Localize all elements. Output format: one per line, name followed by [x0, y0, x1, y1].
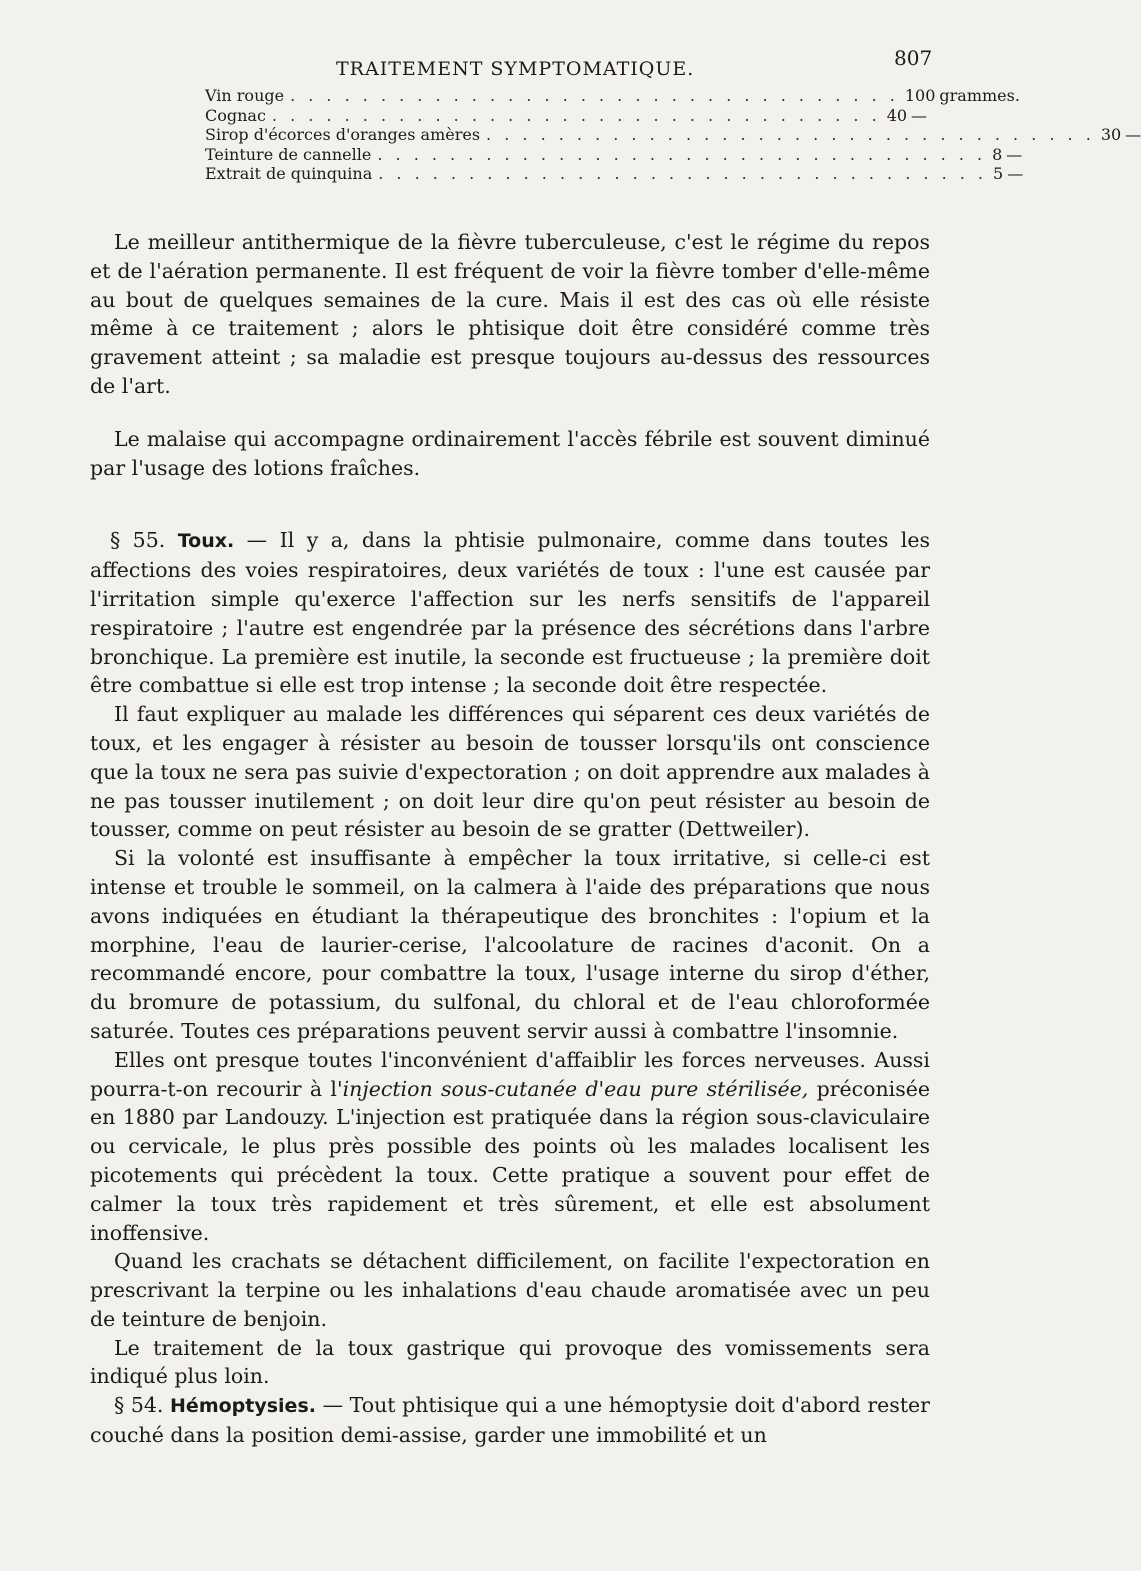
- ingredient-name: Sirop d'écorces d'oranges amères: [205, 125, 481, 145]
- ingredient-name: Cognac: [205, 105, 266, 125]
- section-text: — Tout phtisique qui a une hémoptysie doit d'abord rester couché dans la position demi-assise, garder une immobilité et un: [90, 1393, 930, 1448]
- prescription-row: [205, 164, 1024, 184]
- paragraph-text: préconisée en 1880 par Landouzy. L'injection est pratiquée dans la région sous-claviculaire ou cervicale, le plus près possible des points où les malades localisent les picotements qui précèdent la toux. Cette pratique a souvent pour effet de calmer la toux très rapidement et très sûrement, et elle est absolument inoffensive.: [90, 1076, 930, 1245]
- leader-dots: . . . . . . . . . . . . . . . . . . . . . . . . . . . . . . . . . .: [271, 105, 881, 125]
- section-title: Hémoptysies.: [170, 1395, 316, 1418]
- ingredient-quantity: 30: [1100, 125, 1122, 145]
- running-title: TRAITEMENT SYMPTOMATIQUE.: [336, 58, 695, 80]
- main-text: [90, 228, 930, 1450]
- ingredient-quantity: 5: [993, 164, 1004, 184]
- ingredient-quantity: 100: [904, 86, 936, 105]
- prescription-row: [205, 125, 1141, 145]
- page-number: 807: [894, 46, 933, 70]
- leader-dots: . . . . . . . . . . . . . . . . . . . . . . . . . . . . . . . . . .: [290, 86, 899, 105]
- page-header: [0, 46, 1000, 82]
- paragraph: [90, 1046, 930, 1248]
- italic-term: injection sous-cutanée d'eau pure stérilisée,: [342, 1076, 809, 1101]
- section-55-paragraph: [90, 526, 930, 700]
- ingredient-unit: —: [911, 105, 928, 125]
- section-title: Toux.: [177, 530, 235, 553]
- prescription-row: [205, 86, 1020, 106]
- ingredient-name: Extrait de quinquina: [205, 164, 373, 184]
- paragraph: Le malaise qui accompagne ordinairement l'accès fébrile est souvent diminué par l'usage des lotions fraîches.: [90, 426, 930, 480]
- paragraph: Quand les crachats se détachent difficilement, on facilite l'expectoration en prescrivant la terpine ou les inhalations d'eau chaude aromatisée avec un peu de teinture de benjoin.: [90, 1249, 930, 1331]
- ingredient-name: Vin rouge: [205, 86, 285, 105]
- ingredient-unit: —: [1007, 164, 1024, 184]
- ingredient-unit: grammes.: [939, 86, 1020, 105]
- leader-dots: . . . . . . . . . . . . . . . . . . . . . . . . . . . . . . . . . .: [377, 144, 987, 164]
- paragraph-text: Elles ont presque toutes l'inconvénient d'affaiblir les forces nerveuses. Aussi pourra-t-on recourir à l': [90, 1047, 930, 1101]
- leader-dots: . . . . . . . . . . . . . . . . . . . . . . . . . . . . . . . . . .: [486, 125, 1095, 145]
- prescription-row: [205, 105, 928, 126]
- paragraph: Si la volonté est insuffisante à empêcher la toux irritative, si celle-ci est intense et trouble le sommeil, on la calmera à l'aide des préparations que nous avons indiquées en étudiant la thérapeutique des bronchites : l'opium et la morphine, l'eau de laurier-cerise, l'alcoolature de racines d'aconit. On a recommandé encore, pour combattre la toux, l'usage interne du sirop d'éther, du bromure de potassium, du sulfonal, du chloral et de l'eau chloroformée saturée. Toutes ces préparations peuvent servir aussi à combattre l'insomnie.: [90, 846, 930, 1043]
- ingredient-unit: —: [1006, 144, 1023, 164]
- section-number: § 54.: [114, 1393, 164, 1418]
- prescription-row: [205, 144, 1023, 165]
- ingredient-name: Teinture de cannelle: [205, 144, 372, 164]
- ingredient-unit: —: [1125, 125, 1141, 145]
- section-text: — Il y a, dans la phtisie pulmonaire, comme dans toutes les affections des voies respiratoires, deux variétés de toux : l'une est causée par l'irritation simple qu'exerce l'affection sur les nerfs sensitifs de l'appareil respiratoire ; l'autre est engendrée par la présence des sécrétions dans l'arbre bronchique. La première est inutile, la seconde est fructueuse ; la première doit être combattue si elle est trop intense ; la seconde doit être respectée.: [90, 528, 930, 698]
- paragraph: Le traitement de la toux gastrique qui provoque des vomissements sera indiqué plus loin.: [90, 1335, 930, 1389]
- section-number: § 55.: [110, 528, 166, 553]
- paragraph: Il faut expliquer au malade les différences qui séparent ces deux variétés de toux, et les engager à résister au besoin de tousser lorsqu'ils ont conscience que la toux ne sera pas suivie d'expectoration ; on doit apprendre aux malades à ne pas tousser inutilement ; on doit leur dire qu'on peut résister au besoin de tousser, comme on peut résister au besoin de se gratter (Dettweiler).: [90, 702, 930, 842]
- paragraph: Le meilleur antithermique de la fièvre tuberculeuse, c'est le régime du repos et de l'aération permanente. Il est fréquent de voir la fièvre tomber d'elle-même au bout de quelques semaines de la cure. Mais il est des cas où elle résiste même à ce traitement ; alors le phtisique doit être considéré comme très gravement atteint ; sa maladie est presque toujours au-dessus des ressources de l'art.: [90, 230, 930, 398]
- leader-dots: . . . . . . . . . . . . . . . . . . . . . . . . . . . . . . . . . .: [378, 164, 987, 184]
- ingredient-quantity: 40: [886, 105, 908, 125]
- prescription-list: [205, 86, 1141, 184]
- section-54-paragraph: [90, 1391, 930, 1450]
- ingredient-quantity: 8: [992, 144, 1003, 164]
